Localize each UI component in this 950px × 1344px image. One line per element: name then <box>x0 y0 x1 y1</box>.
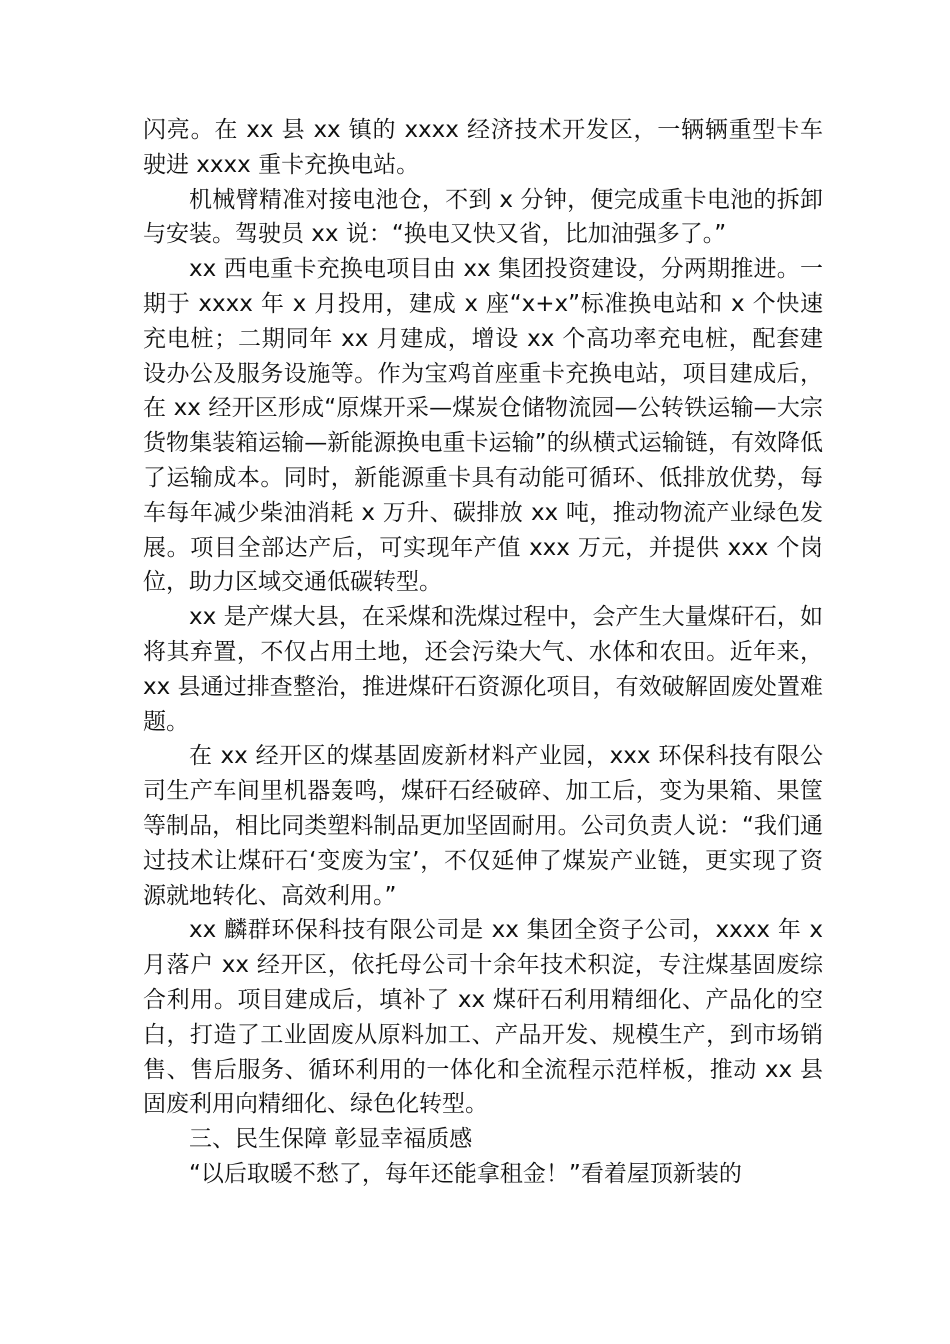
paragraph: xx 麟群环保科技有限公司是 xx 集团全资子公司，xxxx 年 x 月落户 xx 经开区，依托母公司十余年技术积淀，专注煤基固废综合利用。项目建成后，填补了 xx 煤矸石利用精细化、产品化的空白，打造了工业固废从原料加工、产品开发、规模生产，到市场销售、售后服务、循环利用的一体化和全流程示范样板，推动 xx 县固废利用向精细化、绿色化转型。 <box>143 917 823 1118</box>
document-body <box>143 113 823 1192</box>
paragraph: 闪亮。在 xx 县 xx 镇的 xxxx 经济技术开发区，一辆辆重型卡车驶进 xxxx 重卡充换电站。 <box>143 117 823 178</box>
paragraph: 机械臂精准对接电池仓，不到 x 分钟，便完成重卡电池的拆卸与安装。驾驶员 xx 说：“换电又快又省，比加油强多了。” <box>143 186 823 248</box>
paragraph: xx 西电重卡充换电项目由 xx 集团投资建设，分两期推进。一期于 xxxx 年 x 月投用，建成 x 座“x+x”标准换电站和 x 个快速充电桩；二期同年 xx 月建成，增设 xx 个高功率充电桩，配套建设办公及服务设施等。作为宝鸡首座重卡充换电站，项目建成后，在 xx 经开区形成“原煤开采—煤炭仓储物流园—公转铁运输—大宗货物集装箱运输—新能源换电重卡运输”的纵横式运输链，有效降低了运输成本。同时，新能源重卡具有动能可循环、低排放优势，每车每年减少柴油消耗 x 万升、碳排放 xx 吨，推动物流产业绿色发展。项目全部达产后，可实现年产值 xxx 万元，并提供 xxx 个岗位，助力区域交通低碳转型。 <box>143 256 823 596</box>
paragraph: 在 xx 经开区的煤基固废新材料产业园，xxx 环保科技有限公司生产车间里机器轰鸣，煤矸石经破碎、加工后，变为果箱、果筐等制品，相比同类塑料制品更加坚固耐用。公司负责人说：“我们通过技术让煤矸石‘变废为宝’，不仅延伸了煤炭产业链，更实现了资源就地转化、高效利用。” <box>143 743 823 909</box>
paragraph: xx 是产煤大县，在采煤和洗煤过程中，会产生大量煤矸石，如将其弃置，不仅占用土地，还会污染大气、水体和农田。近年来，xx 县通过排查整治，推进煤矸石资源化项目，有效破解固废处置难题。 <box>143 604 823 735</box>
section-heading: 三、民生保障 彰显幸福质感 <box>189 1126 473 1153</box>
paragraph: “以后取暖不愁了，每年还能拿租金！”看着屋顶新装的 <box>189 1160 742 1187</box>
